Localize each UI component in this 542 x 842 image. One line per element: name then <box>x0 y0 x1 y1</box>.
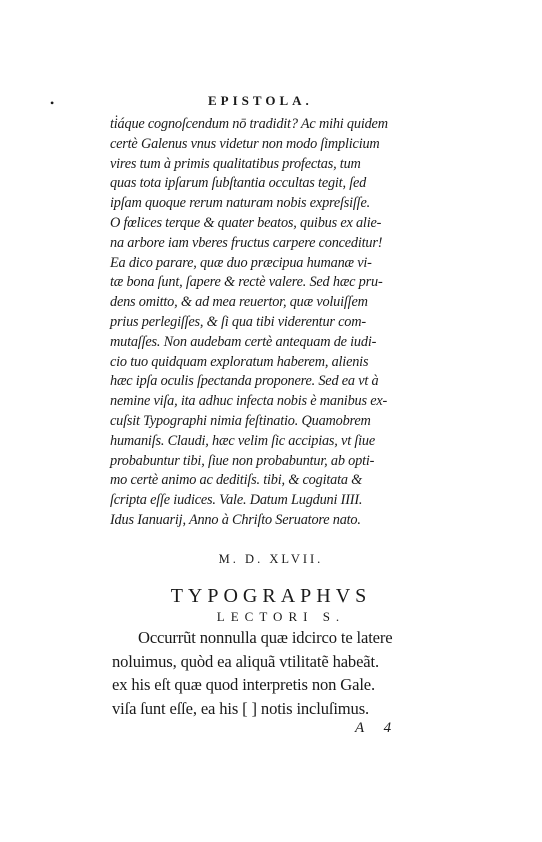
note-line: noluimus, quòd ea aliquã vtilitatẽ habeãt. <box>112 651 379 671</box>
text-line: quas tota ipſarum ſubſtantia occultas tegit, ſed <box>110 175 367 192</box>
text-line: na arbore iam vberes fructus carpere conceditur! <box>110 234 383 251</box>
text-line: cuſsit Typographi nimia feſtinatio. Quamobrem <box>110 412 371 429</box>
printer-note <box>112 626 457 720</box>
signature-mark: A 4 <box>355 720 400 736</box>
note-line: Occurrũt nonnulla quæ idcirco te latere <box>138 628 393 647</box>
text-line: ti̇áque cognoſcendum nō tradidit? Ac mihi quidem <box>110 116 388 132</box>
text-line: mutaſſes. Non audebam certè antequam de iudi- <box>110 333 377 350</box>
text-line: probabuntur tibi, ſiue non probabuntur, ab opti- <box>110 452 375 469</box>
note-line: ex his eſt quæ quod interpretis non Gale. <box>112 675 375 694</box>
running-head: EPISTOLA. <box>208 93 313 108</box>
note-line: viſa ſunt eſſe, ea his [ ] notis incluſimus. <box>112 698 370 718</box>
text-line: ipſam quoque rerum naturam nobis expreſsiſſe. <box>110 195 370 212</box>
text-line: ſcripta eſſe iudices. Vale. Datum Lugduni IIII. <box>110 492 363 509</box>
text-line: cio tuo quidquam exploratum haberem, alienis <box>110 353 369 370</box>
text-line: nemine viſa, ita adhuc infecta nobis è manibus ex- <box>110 393 388 410</box>
section-subtitle: LECTORI S. <box>216 609 346 624</box>
text-line: vires tum à primis qualitatibus profectas, tum <box>110 155 361 172</box>
date-line: M. D. XLVII. <box>218 552 324 566</box>
text-line: humaniſs. Claudi, hæc velim ſic accipias, vt ſiue <box>110 432 375 449</box>
text-line: Ea dico parare, quæ duo præcipua humanæ vi- <box>110 254 372 271</box>
text-line: hæc ipſa oculis ſpectanda proponere. Sed ea vt à <box>110 373 379 390</box>
text-line: dens omitto, & ad mea reuertor, quæ voluiſſem <box>110 294 368 311</box>
text-line: mo certè animo ac deditiſs. tibi, & cogitata & <box>110 472 363 489</box>
text-line: Idus Ianuarij, Anno à Chriſto Seruatore nato. <box>110 511 361 528</box>
epistola-text <box>110 115 455 531</box>
section-title: TYPOGRAPHVS <box>170 585 372 607</box>
text-line: tæ bona ſunt, ſapere & rectè valere. Sed hæc pru- <box>110 274 383 291</box>
text-line: O fœlices terque & quater beatos, quibus ex alie- <box>110 214 382 231</box>
text-line: prius perlegiſſes, & ſi qua tibi viderentur com- <box>110 313 366 330</box>
margin-mark: • <box>50 96 55 110</box>
text-line: certè Galenus vnus videtur non modo ſimplicium <box>110 135 380 152</box>
